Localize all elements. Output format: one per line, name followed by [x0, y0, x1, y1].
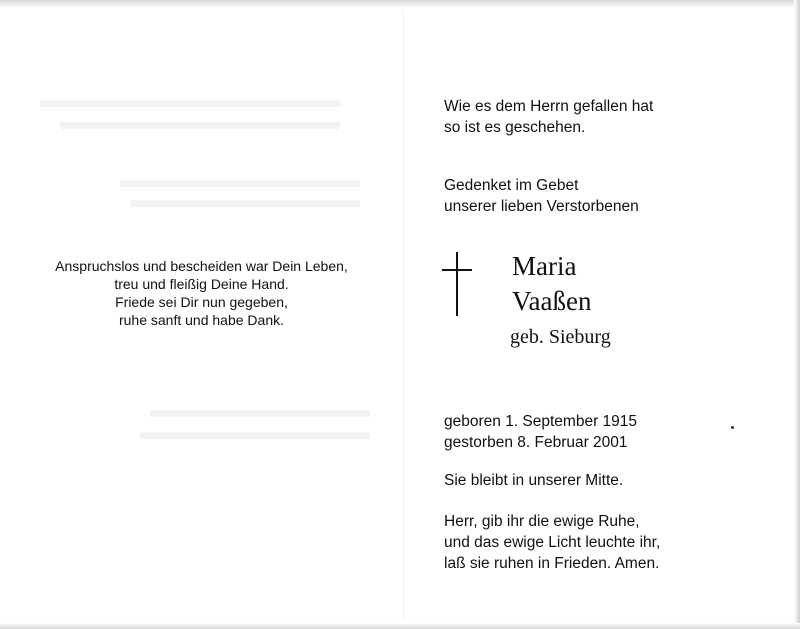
closing-prayer [444, 511, 660, 574]
show-through-mark [140, 432, 370, 439]
prayer-line: laß sie ruhen in Frieden. Amen. [444, 555, 660, 572]
deceased-last-name: Vaaßen [512, 286, 592, 316]
cross-icon [442, 252, 472, 316]
poem-line: treu und fleißig Deine Hand. [114, 276, 289, 292]
show-through-mark [150, 410, 370, 417]
card-edge-shadow-right [794, 0, 800, 629]
deceased-birth-name: geb. Sieburg [510, 326, 611, 348]
poem-line: ruhe sanft und habe Dank. [118, 312, 284, 328]
memorial-poem [0, 257, 403, 329]
show-through-mark [120, 180, 360, 187]
poem-line: Anspruchslos und bescheiden war Dein Leben, [55, 258, 348, 274]
deceased-first-name: Maria [512, 251, 577, 281]
card-edge-shadow-bottom [0, 623, 800, 629]
death-date: gestorben 8. Februar 2001 [444, 434, 628, 451]
card-edge-shadow-top [0, 0, 800, 8]
intro-line: so ist es geschehen. [444, 119, 586, 136]
intro-line: Wie es dem Herrn gefallen hat [444, 98, 654, 115]
poem-line: Friede sei Dir nun gegeben, [115, 294, 288, 310]
show-through-mark [60, 122, 340, 129]
intro-verse [444, 96, 653, 138]
prayer-line: und das ewige Licht leuchte ihr, [444, 534, 661, 551]
birth-date: geboren 1. September 1915 [444, 413, 638, 430]
remains-text: Sie bleibt in unserer Mitte. [444, 472, 624, 489]
remembrance-text [444, 175, 639, 217]
show-through-mark [130, 200, 360, 207]
show-through-mark [40, 100, 340, 107]
remembrance-line: Gedenket im Gebet [444, 177, 579, 194]
life-dates [444, 411, 637, 453]
prayer-line: Herr, gib ihr die ewige Ruhe, [444, 513, 640, 530]
scan-speck [731, 426, 734, 429]
remembrance-line: unserer lieben Verstorbenen [444, 198, 639, 215]
card-fold-line [403, 10, 404, 620]
